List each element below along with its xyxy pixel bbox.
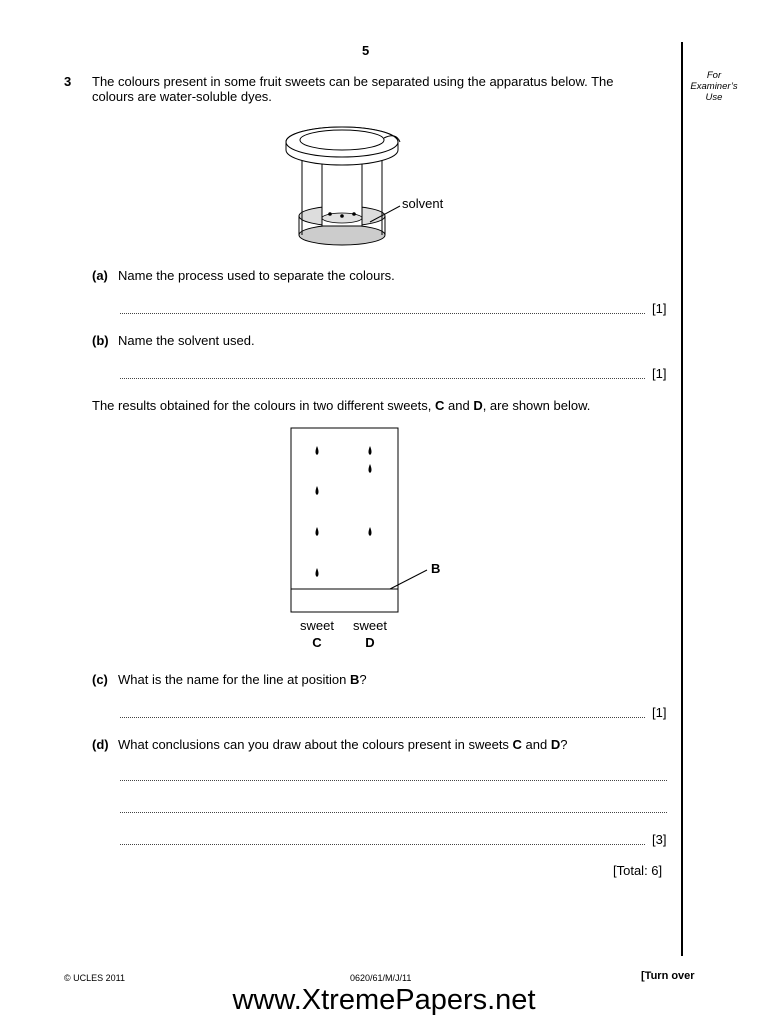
- chromatography-apparatus-diagram: [280, 118, 480, 258]
- part-d-answer-line-3[interactable]: [120, 843, 645, 845]
- turn-over: [Turn over: [641, 970, 695, 982]
- part-b-mark: [1]: [652, 366, 667, 381]
- results-sentence: The results obtained for the colours in two different sweets, C and D, are shown below.: [92, 398, 591, 413]
- paper-code: 0620/61/M/J/11: [350, 973, 412, 983]
- sweet-c-letter: C: [312, 635, 322, 650]
- copyright: © UCLES 2011: [64, 973, 125, 983]
- part-a-mark: [1]: [652, 301, 667, 316]
- examiner-margin-note: For Examiner’s Use: [690, 70, 738, 103]
- solvent-label: solvent: [402, 196, 444, 211]
- part-d-text: What conclusions can you draw about the colours present in sweets C and D?: [118, 737, 568, 752]
- part-a-label: (a): [92, 268, 108, 283]
- part-a-text: Name the process used to separate the colours.: [118, 268, 395, 283]
- examiner-margin-rule: [681, 42, 683, 956]
- part-c-label: (c): [92, 672, 108, 687]
- part-d-mark: [3]: [652, 832, 667, 847]
- page-number: 5: [362, 43, 370, 58]
- part-b-label: (b): [92, 333, 109, 348]
- part-a-answer-line[interactable]: [120, 312, 645, 314]
- chromatogram-diagram: [285, 423, 455, 618]
- label-b: B: [431, 561, 441, 576]
- part-b-answer-line[interactable]: [120, 377, 645, 379]
- sweet-c-word: sweet: [300, 618, 334, 633]
- sweet-d-letter: D: [365, 635, 375, 650]
- part-c-text: What is the name for the line at position B?: [118, 672, 367, 687]
- watermark[interactable]: www.XtremePapers.net: [232, 984, 536, 1016]
- part-d-label: (d): [92, 737, 109, 752]
- part-c-mark: [1]: [652, 705, 667, 720]
- question-number: 3: [64, 74, 72, 89]
- part-b-text: Name the solvent used.: [118, 333, 255, 348]
- sweet-d-word: sweet: [353, 618, 387, 633]
- part-d-answer-line-1[interactable]: [120, 779, 667, 781]
- total-marks: [Total: 6]: [613, 863, 663, 878]
- part-d-answer-line-2[interactable]: [120, 811, 667, 813]
- question-intro-line2: colours are water-soluble dyes.: [92, 89, 272, 104]
- part-c-answer-line[interactable]: [120, 716, 645, 718]
- question-intro-line1: The colours present in some fruit sweets can be separated using the apparatus below. The: [92, 74, 614, 89]
